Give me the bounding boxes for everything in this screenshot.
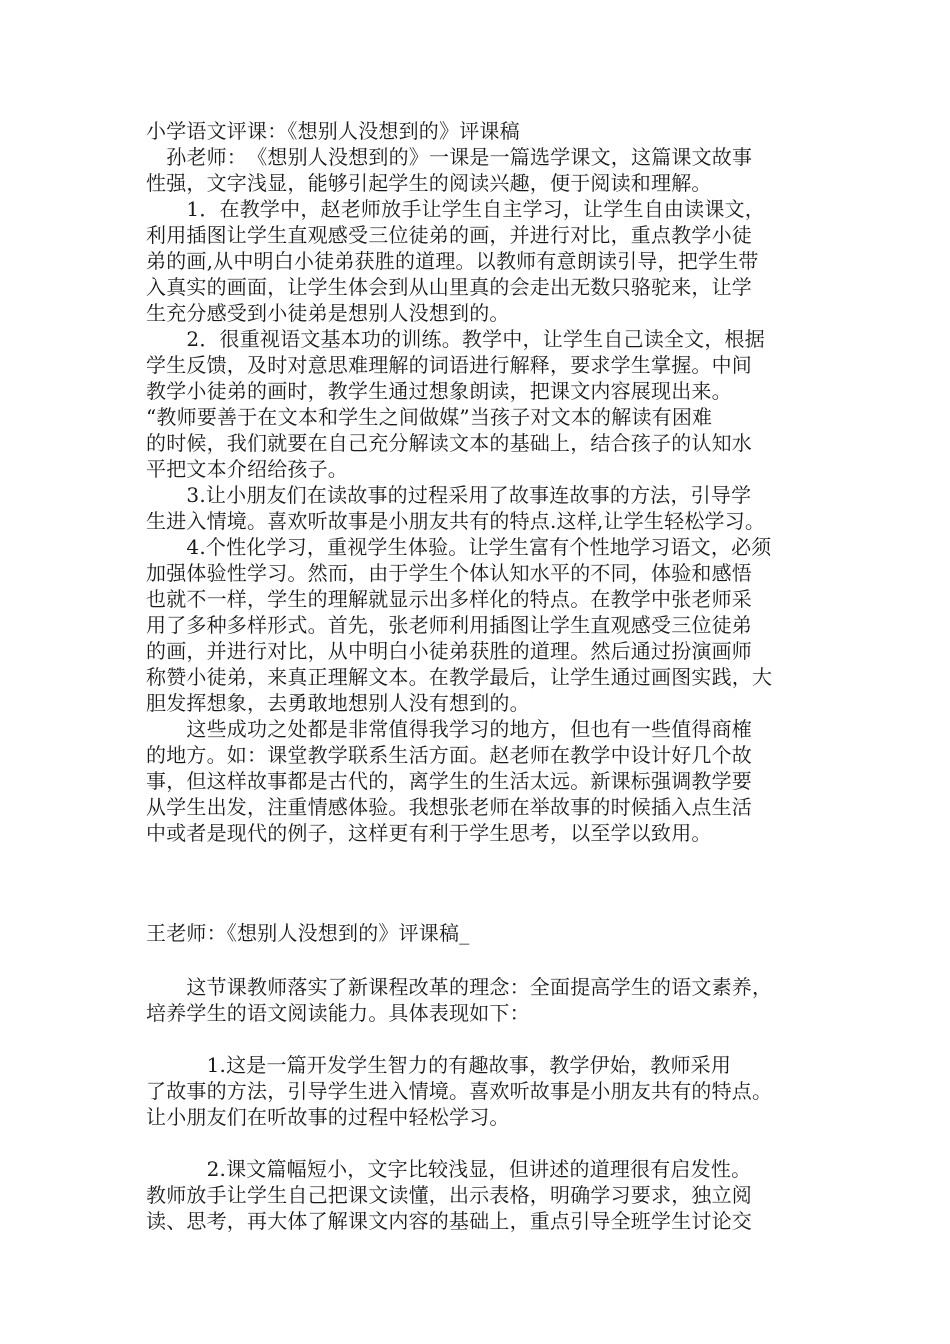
paragraph-spacer [146, 1026, 814, 1052]
paragraph-point-2-2 [146, 1156, 814, 1234]
text-line: 1.这是一篇开发学生智力的有趣故事，教学伊始，教师采用 [146, 1053, 732, 1077]
text-line: 1．在教学中，赵老师放手让学生自主学习，让学生自由读课文， [146, 197, 765, 221]
paragraph-point-2-1 [146, 1052, 814, 1130]
text-line: 中或者是现代的例子，这样更有利于学生思考，以至学以致用。 [146, 821, 712, 845]
text-line: 平把文本介绍给孩子。 [146, 457, 348, 481]
text-line: 教师放手让学生自己把课文读懂，出示表格，明确学习要求，独立阅 [146, 1183, 752, 1207]
text-line: 读、思考，再大体了解课文内容的基础上，重点引导全班学生讨论交 [146, 1209, 752, 1233]
paragraph-spacer [146, 1130, 814, 1156]
text-line: 了故事的方法，引导学生进入情境。喜欢听故事是小朋友共有的特点。 [146, 1079, 773, 1103]
text-line: 胆发挥想象，去勇敢地想别人没有想到的。 [146, 691, 530, 715]
text-line: 性强，文字浅显，能够引起学生的阅读兴趣，便于阅读和理解。 [146, 171, 712, 195]
text-line: 事，但这样故事都是古代的，离学生的生活太远。新课标强调教学要 [146, 769, 752, 793]
section-1-title: 小学语文评课：《想别人没想到的》评课稿 [146, 119, 520, 143]
paragraph-point-3 [146, 482, 814, 534]
text-line: 弟的画,从中明白小徒弟获胜的道理。以教师有意朗读引导，把学生带 [146, 249, 759, 273]
paragraph-point-1 [146, 196, 814, 326]
text-line: 的时候，我们就要在自己充分解读文本的基础上，结合孩子的认知水 [146, 431, 752, 455]
text-line: 的地方。如：课堂教学联系生活方面。赵老师在教学中设计好几个故 [146, 743, 752, 767]
text-line: 生充分感受到小徒弟是想别人没想到的。 [146, 301, 510, 325]
text-line: 也就不一样，学生的理解就显示出多样化的特点。在教学中张老师采 [146, 587, 752, 611]
paragraph-intro [146, 144, 814, 196]
text-line: 孙老师： 《想别人没想到的》一课是一篇选学课文，这篇课文故事 [146, 145, 753, 169]
text-line: 利用插图让学生直观感受三位徒弟的画，并进行对比，重点教学小徒 [146, 223, 752, 247]
text-line: 让小朋友们在听故事的过程中轻松学习。 [146, 1105, 510, 1129]
text-line: 生进入情境。喜欢听故事是小朋友共有的特点.这样,让学生轻松学习。 [146, 509, 766, 533]
text-line: 2.课文篇幅短小，文字比较浅显，但讲述的道理很有启发性。 [146, 1157, 752, 1181]
text-line: 的画，并进行对比，从中明白小徒弟获胜的道理。然后通过扮演画师 [146, 639, 752, 663]
text-line: 从学生出发，注重情感体验。我想张老师在举故事的时候插入点生活 [146, 795, 752, 819]
text-line: 学生反馈，及时对意思难理解的词语进行解释，要求学生掌握。中间 [146, 353, 752, 377]
text-line: 这些成功之处都是非常值得我学习的地方，但也有一些值得商榷 [146, 717, 752, 741]
text-line: 培养学生的语文阅读能力。具体表现如下： [146, 1001, 530, 1025]
text-line: 入真实的画面，让学生体会到从山里真的会走出无数只骆驼来，让学 [146, 275, 752, 299]
section-1 [146, 118, 814, 846]
text-line: 加强体验性学习。然而，由于学生个体认知水平的不同，体验和感悟 [146, 561, 752, 585]
section-spacer [146, 846, 814, 920]
text-line: 4.个性化学习，重视学生体验。让学生富有个性地学习语文，必须 [146, 535, 772, 559]
text-line: 教学小徒弟的画时，教学生通过想象朗读，把课文内容展现出来。 [146, 379, 732, 403]
text-line: “教师要善于在文本和学生之间做媒”当孩子对文本的解读有困难 [146, 405, 713, 429]
paragraph-conclusion [146, 716, 814, 846]
paragraph-spacer [146, 946, 814, 974]
section-2-title: 王老师：《想别人没想到的》评课稿_ [146, 921, 470, 945]
text-line: 这节课教师落实了新课程改革的理念：全面提高学生的语文素养， [146, 975, 773, 999]
paragraph-point-2 [146, 326, 814, 482]
text-line: 称赞小徒弟，来真正理解文本。在教学最后，让学生通过画图实践，大 [146, 665, 773, 689]
paragraph-intro-2 [146, 974, 814, 1026]
text-line: 2．很重视语文基本功的训练。教学中，让学生自己读全文，根据 [146, 327, 765, 351]
paragraph-point-4 [146, 534, 814, 716]
text-line: 用了多种多样形式。首先，张老师利用插图让学生直观感受三位徒弟 [146, 613, 752, 637]
text-line: 3.让小朋友们在读故事的过程采用了故事连故事的方法，引导学 [146, 483, 752, 507]
section-2 [146, 920, 814, 1234]
document-page [146, 118, 814, 1234]
